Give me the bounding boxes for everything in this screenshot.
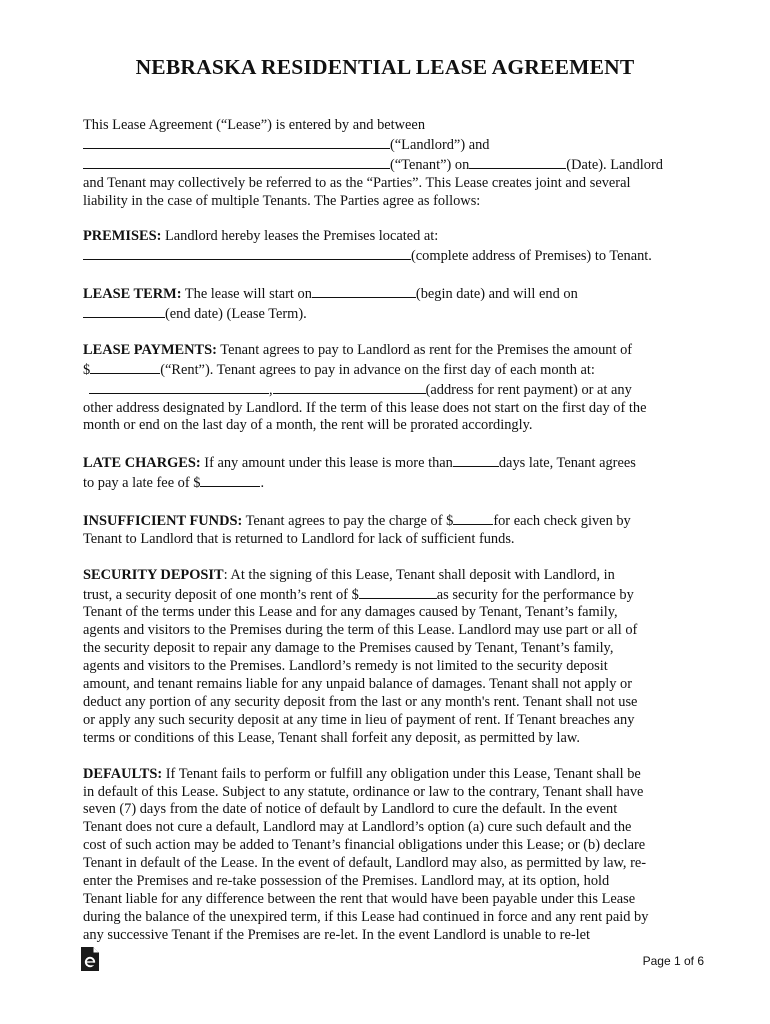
- section-text: for each check given by: [493, 512, 631, 529]
- section-text: to pay a late fee of $: [83, 475, 201, 492]
- section-line: [83, 453, 677, 473]
- section-line: Tenant liable for any difference between the rent that would have been payable under this Lease: [83, 890, 636, 907]
- section-text: Tenant agrees to pay the charge of $: [242, 512, 454, 529]
- section-line: cost of such action may be added to Tenant’s financial obligations under this Lease; or (b) declare: [83, 837, 646, 854]
- section-line: other address designated by Landlord. If the term of this lease does not start on the first day of the: [83, 399, 647, 416]
- rent-amount-field[interactable]: [90, 360, 160, 374]
- landlord-name-field[interactable]: [83, 135, 390, 149]
- section-text: (end date) (Lease Term).: [165, 306, 307, 323]
- section-text: If any amount under this lease is more than: [200, 455, 453, 472]
- eforms-logo-icon: [80, 946, 100, 972]
- section-text: as security for the performance by: [436, 586, 634, 603]
- page-number: Page 1 of 6: [642, 954, 704, 968]
- section-line: month or end on the last day of a month, the rent will be prorated accordingly.: [83, 417, 533, 434]
- premises-address-field[interactable]: [83, 246, 411, 260]
- late-days-field[interactable]: [453, 453, 499, 467]
- end-date-field[interactable]: [83, 304, 165, 318]
- defaults-section: [83, 766, 677, 945]
- section-line: [83, 304, 677, 324]
- section-line: [83, 585, 677, 605]
- intro-line: liability in the case of multiple Tenants. The Parties agree as follows:: [83, 192, 481, 209]
- section-line: or apply any such security deposit at any time in lieu of payment of rent. If Tenant breaches any: [83, 711, 635, 728]
- section-text: days late, Tenant agrees: [498, 455, 636, 472]
- section-line: [83, 766, 677, 784]
- intro-text: (“Tenant”) on: [390, 156, 470, 173]
- security-deposit-section: [83, 567, 677, 748]
- section-text: $: [83, 361, 91, 378]
- rent-payment-address-field-2[interactable]: [273, 380, 426, 394]
- section-text: (address for rent payment) or at any: [425, 381, 632, 398]
- section-line: amount, and tenant remains liable for any unpaid balance of damages. Tenant shall not apply or: [83, 676, 632, 693]
- section-heading: PREMISES:: [83, 228, 162, 245]
- section-line: agents and visitors to the Premises during the term of this Lease. Landlord may use part or all of: [83, 622, 638, 639]
- section-line: Tenant to Landlord that is returned to Landlord for lack of sufficient funds.: [83, 530, 515, 547]
- section-line: seven (7) days from the date of notice of default by Landlord to cure the default. In the event: [83, 801, 618, 818]
- intro-text: (“Landlord”) and: [390, 136, 490, 153]
- intro-line: and Tenant may collectively be referred to as the “Parties”. This Lease creates joint and several: [83, 174, 631, 191]
- section-heading: LEASE TERM:: [83, 286, 182, 303]
- intro-paragraph: [83, 117, 677, 211]
- tenant-name-field[interactable]: [83, 155, 390, 169]
- section-line: [83, 567, 677, 585]
- section-text: (complete address of Premises) to Tenant.: [411, 248, 652, 265]
- section-heading: INSUFFICIENT FUNDS:: [83, 512, 243, 529]
- section-text: trust, a security deposit of one month’s rent of $: [83, 586, 359, 603]
- section-line: [83, 284, 677, 304]
- section-text: : At the signing of this Lease, Tenant shall deposit with Landlord, in: [223, 566, 615, 583]
- document-body: [83, 117, 677, 963]
- intro-line: [83, 155, 677, 175]
- date-field[interactable]: [469, 155, 566, 169]
- section-line: terms or conditions of this Lease, Tenant shall forfeit any deposit, as permitted by law.: [83, 729, 580, 746]
- lease-term-section: [83, 284, 677, 324]
- section-line: [83, 228, 677, 246]
- section-line: [83, 342, 677, 360]
- begin-date-field[interactable]: [312, 284, 416, 298]
- section-line: any successive Tenant if the Premises are re-let. In the event Landlord is unable to re-let: [83, 926, 591, 943]
- section-line: [83, 473, 677, 493]
- lease-payments-section: [83, 342, 677, 436]
- page-title: NEBRASKA RESIDENTIAL LEASE AGREEMENT: [135, 55, 635, 79]
- section-line: [83, 380, 677, 400]
- section-text: If Tenant fails to perform or fulfill any obligation under this Lease, Tenant shall be: [162, 765, 641, 782]
- section-text: Tenant agrees to pay to Landlord as rent for the Premises the amount of: [216, 341, 633, 358]
- intro-line: This Lease Agreement (“Lease”) is entered by and between: [83, 117, 426, 133]
- section-heading: SECURITY DEPOSIT: [83, 566, 224, 583]
- section-line: during the balance of the unexpired term, if this Lease had continued in force and any rent paid by: [83, 908, 649, 925]
- section-line: [83, 360, 677, 380]
- section-line: Tenant in default of the Lease. In the event of default, Landlord may also, as permitted by law, re-: [83, 855, 647, 872]
- section-line: Tenant does not cure a default, Landlord may at Landlord’s option (a) cure such default and the: [83, 819, 632, 836]
- section-line: the security deposit to repair any damage to the Premises caused by Tenant, Tenant’s family,: [83, 640, 614, 657]
- section-text: (“Rent”). Tenant agrees to pay in advance on the first day of each month at:: [160, 361, 595, 378]
- section-line: in default of this Lease. Subject to any statute, ordinance or law to the contrary, Tenant shall have: [83, 783, 644, 800]
- section-line: deduct any portion of any security deposit from the last or any month's rent. Tenant shall not use: [83, 694, 638, 710]
- section-text: (begin date) and will end on: [415, 286, 578, 303]
- section-text: ,: [269, 381, 273, 398]
- nsf-charge-field[interactable]: [453, 511, 493, 525]
- section-line: [83, 246, 677, 266]
- intro-line: [83, 135, 677, 155]
- section-heading: DEFAULTS:: [83, 765, 163, 782]
- late-fee-field[interactable]: [200, 473, 260, 487]
- late-charges-section: [83, 453, 677, 493]
- section-line: enter the Premises and re-take possession of the Premises. Landlord may, at its option, hold: [83, 873, 610, 890]
- rent-payment-address-field[interactable]: [89, 380, 269, 394]
- section-line: Tenant of the terms under this Lease and for any damages caused by Tenant, Tenant’s family,: [83, 604, 618, 621]
- section-text: The lease will start on: [181, 286, 312, 303]
- section-heading: LATE CHARGES:: [83, 455, 201, 472]
- intro-text: (Date). Landlord: [566, 156, 663, 173]
- section-text: Landlord hereby leases the Premises located at:: [161, 228, 439, 245]
- section-line: agents and visitors to the Premises. Landlord’s remedy is not limited to the security deposit: [83, 658, 608, 675]
- insufficient-funds-section: [83, 511, 677, 549]
- premises-section: [83, 228, 677, 266]
- section-line: [83, 511, 677, 531]
- deposit-amount-field[interactable]: [359, 585, 437, 599]
- section-heading: LEASE PAYMENTS:: [83, 341, 217, 358]
- section-text: .: [260, 475, 265, 492]
